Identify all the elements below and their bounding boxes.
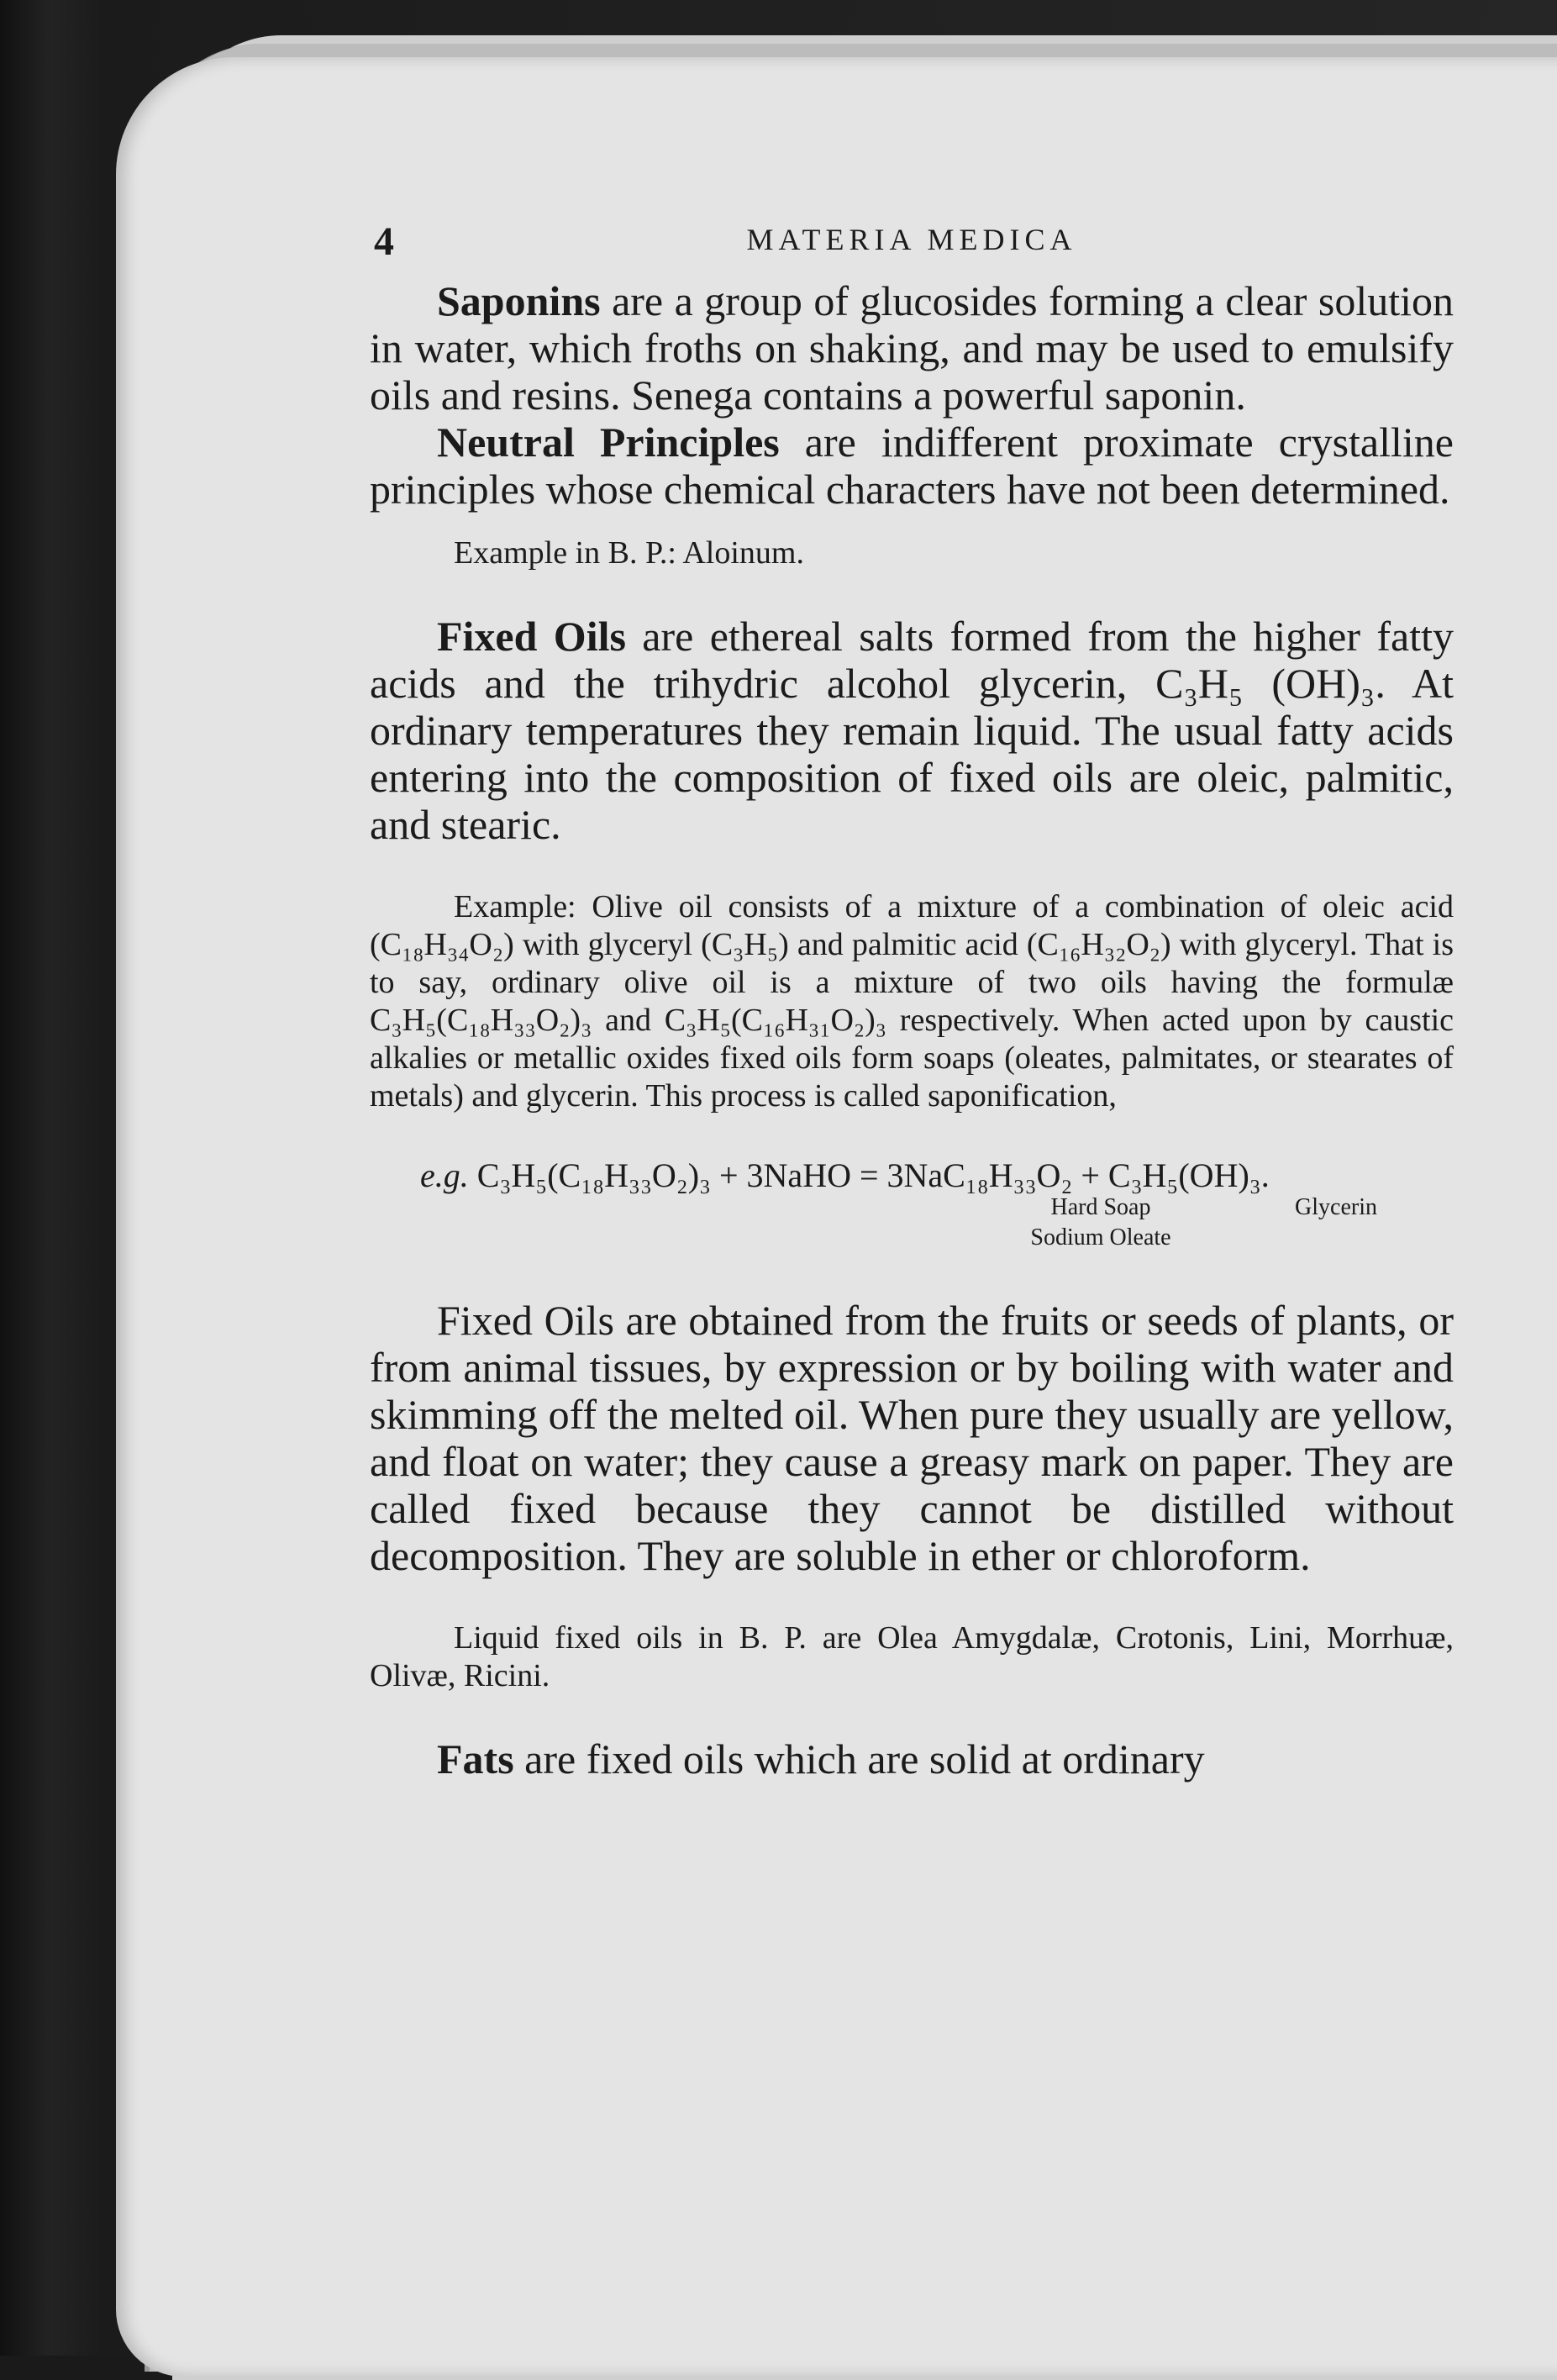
fats-text: are fixed oils which are solid at ordinary	[513, 1735, 1205, 1782]
fixed-oils-paragraph	[370, 613, 1454, 848]
fixed-oils-source-paragraph: Fixed Oils are obtained from the fruits or seeds of plants, or from animal tissues, by expression or by boiling with water and skimming off the melted oil. When pure they usually are yellow, and float on water; they cause a greasy mark on paper. They are called fixed because they cannot be distilled without decomposition. They are soluble in ether or chloroform.	[370, 1297, 1454, 1579]
glycerin-note: Glycerin	[1295, 1194, 1377, 1220]
fats-paragraph	[370, 1735, 1454, 1782]
fats-term: Fats	[437, 1735, 514, 1782]
fixed-oils-text: are ethereal salts formed from the higher fatty acids and the trihydric alcohol glycerin, C₃H₅ (OH)₃. At ordinary temperatures they remain liquid. The usual fatty acids entering into the composition of fixed oils are oleic, palmitic, and stearic.	[370, 613, 1454, 848]
equation-prefix: e.g.	[420, 1156, 469, 1194]
saponins-text: are a group of glucosides forming a clear solution in water, which froths on shaking, and may be used to emulsify oils and resins. Senega contains a powerful saponin.	[370, 277, 1454, 419]
equation-line	[420, 1156, 1270, 1195]
equation-formula: C₃H₅(C₁₈H₃₃O₂)₃ + 3NaHO = 3NaC₁₈H₃₃O₂ + C₃H₅(OH)₃.	[476, 1156, 1270, 1194]
neutral-principles-example: Example in B. P.: Aloinum.	[454, 535, 804, 571]
fixed-oils-term: Fixed Oils	[437, 613, 626, 660]
saponification-equation	[370, 1156, 1454, 1256]
page-header	[370, 202, 1454, 277]
sodium-oleate-note: Sodium Oleate	[1030, 1224, 1171, 1251]
saponins-term: Saponins	[437, 277, 601, 324]
neutral-principles-term: Neutral Principles	[437, 419, 780, 466]
saponins-paragraph	[370, 277, 1454, 419]
running-head: MATERIA MEDICA	[746, 223, 1077, 256]
neutral-principles-text: are indifferent proximate crystalline principles whose chemical characters have not been determined.	[370, 419, 1454, 513]
liquid-fixed-oils-note: Liquid fixed oils in B. P. are Olea Amygdalæ, Crotonis, Lini, Morrhuæ, Olivæ, Ricini.	[370, 1620, 1454, 1693]
fixed-oils-example: Example: Olive oil consists of a mixture of a combination of oleic acid (C₁₈H₃₄O₂) with glyceryl (C₃H₅) and palmitic acid (C₁₆H₃₂O₂) with glyceryl. That is to say, ordinary olive oil is a mixture of two oils having the formulæ C₃H₅(C₁₈H₃₃O₂)₃ and C₃H₅(C₁₆H₃₁O₂)₃ respectively. When acted upon by caustic alkalies or metallic oxides fixed oils form soaps (oleates, palmitates, or stearates of metals) and glycerin. This process is called saponification,	[370, 889, 1454, 1114]
hard-soap-note: Hard Soap	[1050, 1194, 1151, 1220]
neutral-principles-paragraph	[370, 419, 1454, 513]
page-number: 4	[374, 219, 398, 264]
page-content	[370, 202, 1454, 1782]
